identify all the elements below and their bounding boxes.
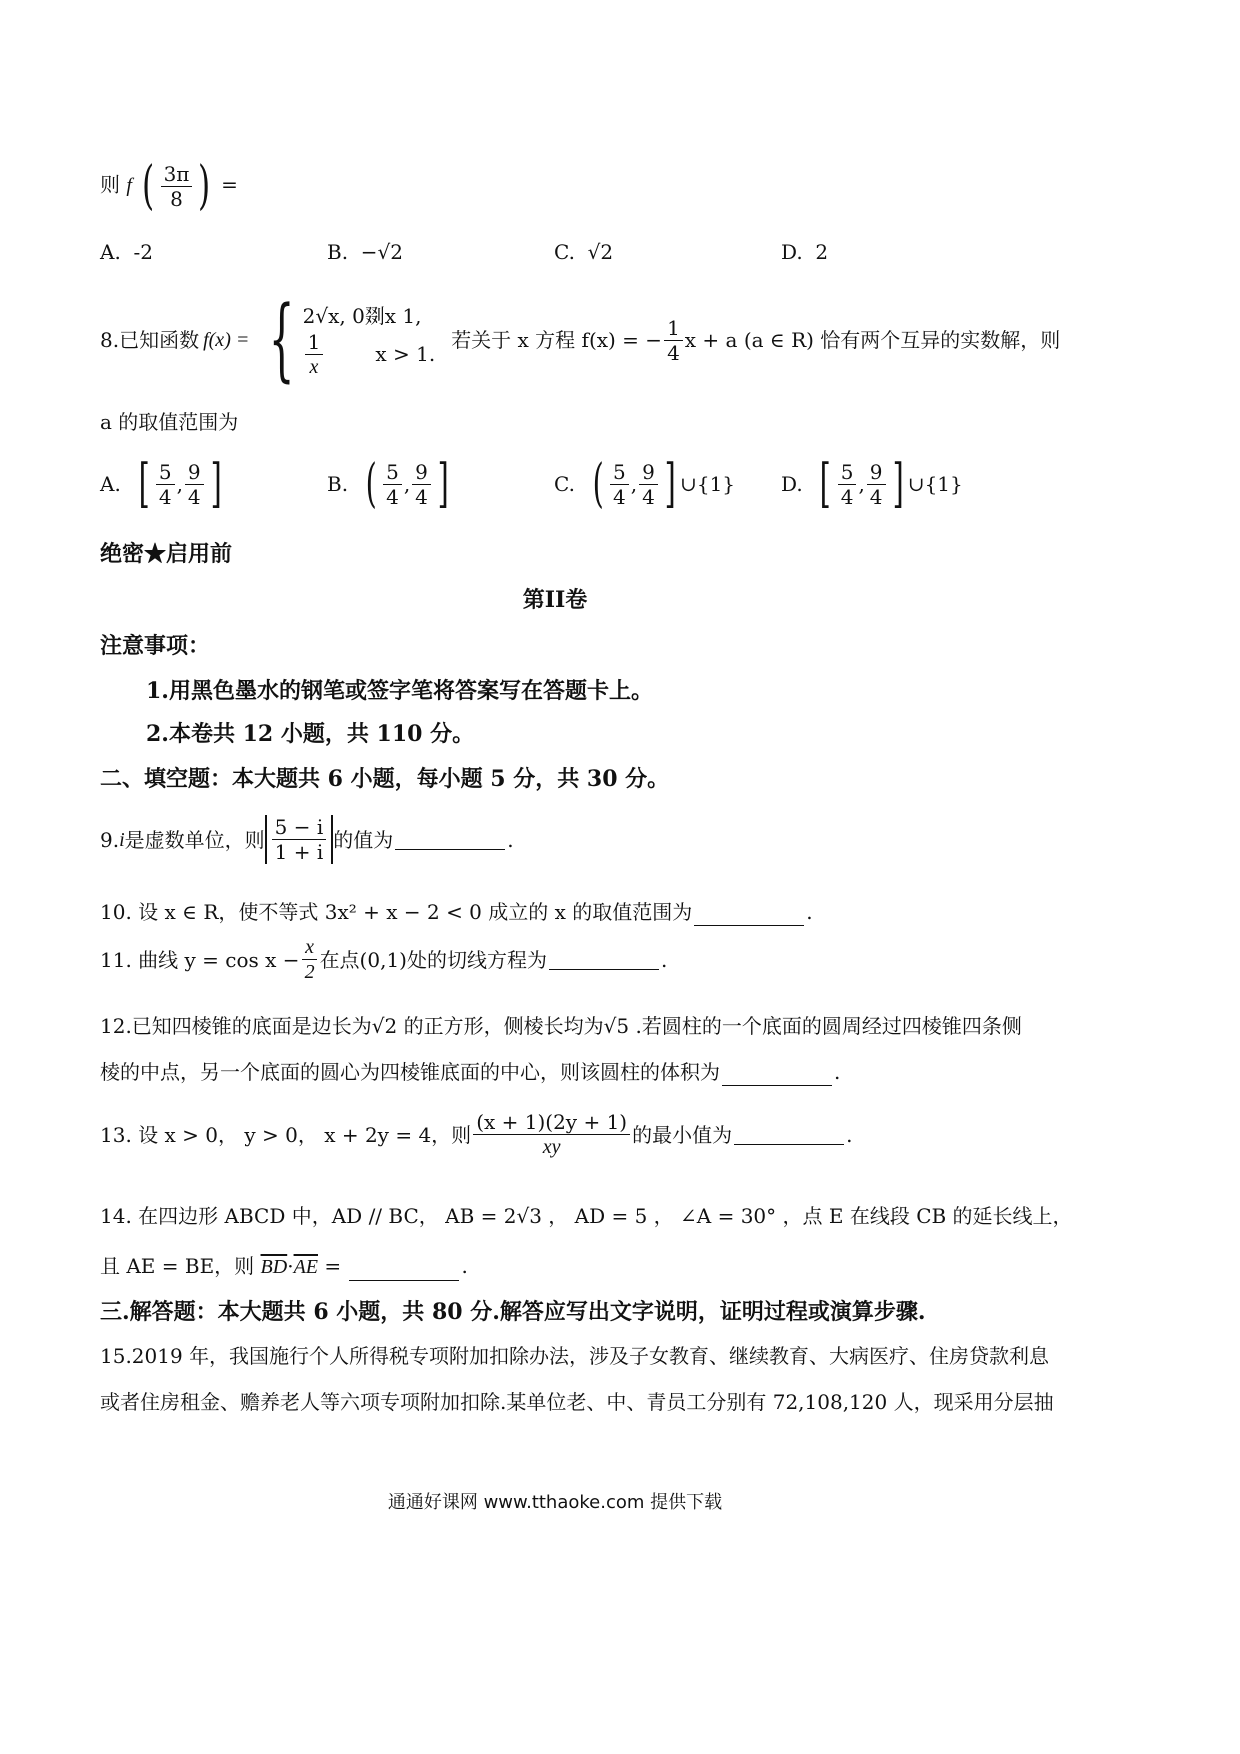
option-right-bracket: ] bbox=[664, 454, 676, 514]
option-d1: 4 bbox=[840, 484, 854, 509]
q8-piecewise bbox=[303, 302, 436, 379]
q7-option-c bbox=[554, 240, 613, 264]
option-value: √2 bbox=[587, 240, 614, 264]
option-d1: 4 bbox=[612, 484, 626, 509]
q8-case2-den: x bbox=[309, 355, 319, 378]
q9-num: 5 − i bbox=[272, 815, 327, 840]
option-label: B. bbox=[327, 472, 349, 496]
q14-end: . bbox=[461, 1254, 468, 1278]
q7-expression bbox=[100, 156, 238, 216]
option-left-bracket: [ bbox=[819, 454, 832, 514]
q9-abs bbox=[265, 815, 334, 864]
q12-answer-blank[interactable] bbox=[722, 1065, 832, 1086]
q7-rparen: ) bbox=[198, 156, 211, 216]
q11-after: 在点(0,1)处的切线方程为 bbox=[319, 947, 547, 972]
q8-case2-cond: x > 1. bbox=[375, 342, 436, 366]
q12-line2-text: 棱的中点，另一个底面的圆心为四棱锥底面的中心，则该圆柱的体积为 bbox=[100, 1060, 720, 1084]
q10-answer-blank[interactable] bbox=[694, 905, 804, 926]
q8-question bbox=[100, 287, 1061, 392]
q8-mid: 若关于 x 方程 f(x) = − bbox=[451, 328, 663, 352]
q9-question bbox=[100, 815, 514, 864]
option-n1: 5 bbox=[838, 460, 857, 485]
option-extra: ∪{1} bbox=[907, 472, 963, 496]
q11-question bbox=[100, 935, 667, 984]
q13-num: (x + 1)(2y + 1) bbox=[473, 1110, 630, 1135]
option-label: C. bbox=[554, 240, 575, 264]
option-value: −√2 bbox=[360, 240, 404, 264]
q8-case2-num: 1 bbox=[305, 330, 324, 355]
option-extra: ∪{1} bbox=[680, 472, 736, 496]
q8-prefix: 8.已知函数 bbox=[100, 328, 200, 352]
option-left-bracket: ( bbox=[365, 454, 377, 514]
q13-end: . bbox=[846, 1122, 853, 1147]
option-left-bracket: [ bbox=[138, 454, 150, 514]
volume-title: 第II卷 bbox=[522, 587, 588, 613]
q15-line2: 或者住房租金、赡养老人等六项专项附加扣除.某单位老、中、青员工分别有 72,108,120 人，现采用分层抽 bbox=[100, 1390, 1054, 1414]
section2-title: 二、填空题：本大题共 6 小题，每小题 5 分，共 30 分。 bbox=[100, 766, 670, 792]
q7-fraction bbox=[161, 162, 193, 211]
q11-answer-blank[interactable] bbox=[549, 949, 659, 970]
footer-source: 通通好课网 www.tthaoke.com 提供下载 bbox=[387, 1492, 723, 1513]
option-d2: 4 bbox=[187, 484, 201, 509]
q9-prefix: 9. bbox=[100, 827, 120, 852]
q7-prefix: 则 bbox=[100, 172, 120, 197]
option-label: A. bbox=[100, 240, 121, 264]
q11-end: . bbox=[660, 947, 668, 972]
q13-den: xy bbox=[542, 1136, 561, 1158]
option-right-bracket: ] bbox=[437, 454, 449, 514]
note-2: 2.本卷共 12 小题，共 110 分。 bbox=[146, 721, 475, 747]
q12-line2 bbox=[100, 1058, 840, 1086]
q14-eq: = bbox=[324, 1254, 342, 1278]
q11-prefix: 11. 曲线 y = cos x − bbox=[100, 947, 300, 972]
q10-text: 10. 设 x ∈ R，使不等式 3x² + x − 2 < 0 成立的 x 的取值范围为 bbox=[100, 900, 693, 924]
q7-eq: = bbox=[221, 172, 238, 197]
option-d1: 4 bbox=[158, 484, 172, 509]
option-d1: 4 bbox=[386, 484, 399, 509]
option-right-bracket: ] bbox=[210, 454, 222, 514]
option-value: -2 bbox=[133, 240, 154, 264]
q14-line1: 14. 在四边形 ABCD 中，AD // BC， AB = 2√3 ， AD = 5 ， ∠A = 30° ，点 E 在线段 CB 的延长线上， bbox=[100, 1204, 1073, 1228]
q15-line1: 15.2019 年，我国施行个人所得税专项附加扣除办法，涉及子女教育、继续教育、大病医疗、住房贷款利息 bbox=[100, 1344, 1050, 1368]
q9-after: 的值为 bbox=[333, 827, 394, 852]
q10-end: . bbox=[806, 900, 813, 924]
option-d2: 4 bbox=[415, 484, 428, 509]
option-label: B. bbox=[327, 240, 349, 264]
q9-end: . bbox=[507, 827, 514, 852]
q9-i: i bbox=[119, 828, 125, 851]
q8-line2: a 的取值范围为 bbox=[100, 410, 239, 434]
option-n1: 5 bbox=[383, 460, 402, 485]
q8-option-c: C. ( $\frac{5}{4}$ , $\frac{9}{4}$ ] ∪{1} bbox=[554, 454, 736, 514]
option-value: 2 bbox=[815, 240, 829, 264]
q9-mid: 是虚数单位，则 bbox=[124, 827, 265, 852]
option-n1: 5 bbox=[610, 460, 629, 485]
q14-vector-ae: $\overline{AE}$ bbox=[293, 1256, 318, 1278]
q14-dot: · bbox=[287, 1254, 294, 1278]
q7-den: 8 bbox=[170, 186, 183, 211]
q7-f: f bbox=[126, 174, 132, 197]
option-label: D. bbox=[781, 472, 803, 496]
q8-option-a: A. [ $\frac{5}{4}$ , $\frac{9}{4}$ ] bbox=[100, 454, 222, 514]
option-n2: 9 bbox=[185, 460, 204, 485]
option-n1: 5 bbox=[156, 460, 175, 485]
option-n2: 9 bbox=[412, 460, 431, 485]
q11-den: 2 bbox=[304, 961, 315, 983]
q12-line1: 12.已知四棱锥的底面是边长为√2 的正方形，侧棱长均为√5 .若圆柱的一个底面的圆周经过四棱锥四条侧 bbox=[100, 1014, 1022, 1038]
q8-option-d: D. [ $\frac{5}{4}$ , $\frac{9}{4}$ ] ∪{1} bbox=[781, 454, 963, 514]
q14-prefix: 且 AE = BE，则 bbox=[100, 1254, 255, 1278]
q7-option-b bbox=[327, 240, 403, 264]
option-d2: 4 bbox=[642, 484, 655, 509]
option-n2: 9 bbox=[867, 460, 886, 485]
option-label: A. bbox=[100, 472, 121, 496]
q13-after: 的最小值为 bbox=[632, 1122, 733, 1147]
q7-lparen: ( bbox=[142, 156, 155, 216]
notes-title: 注意事项： bbox=[100, 633, 211, 659]
q12-end: . bbox=[834, 1060, 841, 1084]
option-left-bracket: ( bbox=[592, 454, 604, 514]
option-right-bracket: ] bbox=[892, 454, 904, 514]
q14-vector-bd: $\overline{BD}$ bbox=[260, 1256, 288, 1278]
q7-num: 3π bbox=[161, 162, 193, 187]
option-label: C. bbox=[554, 472, 575, 496]
q13-question bbox=[100, 1110, 852, 1159]
q8-case1: 2√x, 0剟x 1, bbox=[302, 303, 422, 328]
q14-line2 bbox=[100, 1252, 468, 1281]
q14-answer-blank[interactable] bbox=[349, 1260, 459, 1281]
option-n2: 9 bbox=[639, 460, 658, 485]
option-label: D. bbox=[781, 240, 803, 264]
q8-case2-frac bbox=[305, 330, 324, 379]
q8-option-b: B. ( $\frac{5}{4}$ , $\frac{9}{4}$ ] bbox=[327, 454, 449, 514]
q7-option-a bbox=[100, 240, 153, 264]
secret-label: 绝密★启用前 bbox=[100, 541, 233, 567]
q9-answer-blank[interactable] bbox=[395, 829, 505, 850]
q13-prefix: 13. 设 x > 0， y > 0， x + 2y = 4，则 bbox=[100, 1122, 472, 1147]
q8-after: x + a (a ∈ R) 恰有两个互异的实数解，则 bbox=[684, 328, 1061, 352]
q10-question bbox=[100, 898, 813, 926]
q8-brace: { bbox=[269, 287, 295, 392]
option-d2: 4 bbox=[869, 484, 883, 509]
q11-num: x bbox=[302, 935, 317, 960]
q8-frac-den: 4 bbox=[667, 340, 680, 365]
note-1: 1.用黑色墨水的钢笔或签字笔将答案写在答题卡上。 bbox=[146, 678, 653, 704]
section3-title: 三.解答题：本大题共 6 小题，共 80 分.解答应写出文字说明，证明过程或演算步骤. bbox=[100, 1299, 926, 1325]
q8-frac-num: 1 bbox=[664, 316, 683, 341]
q7-option-d bbox=[781, 240, 828, 264]
q8-frac bbox=[664, 316, 683, 365]
q8-fx: f(x) = bbox=[203, 329, 250, 351]
q13-answer-blank[interactable] bbox=[734, 1124, 844, 1145]
q9-den: 1 + i bbox=[274, 840, 324, 864]
